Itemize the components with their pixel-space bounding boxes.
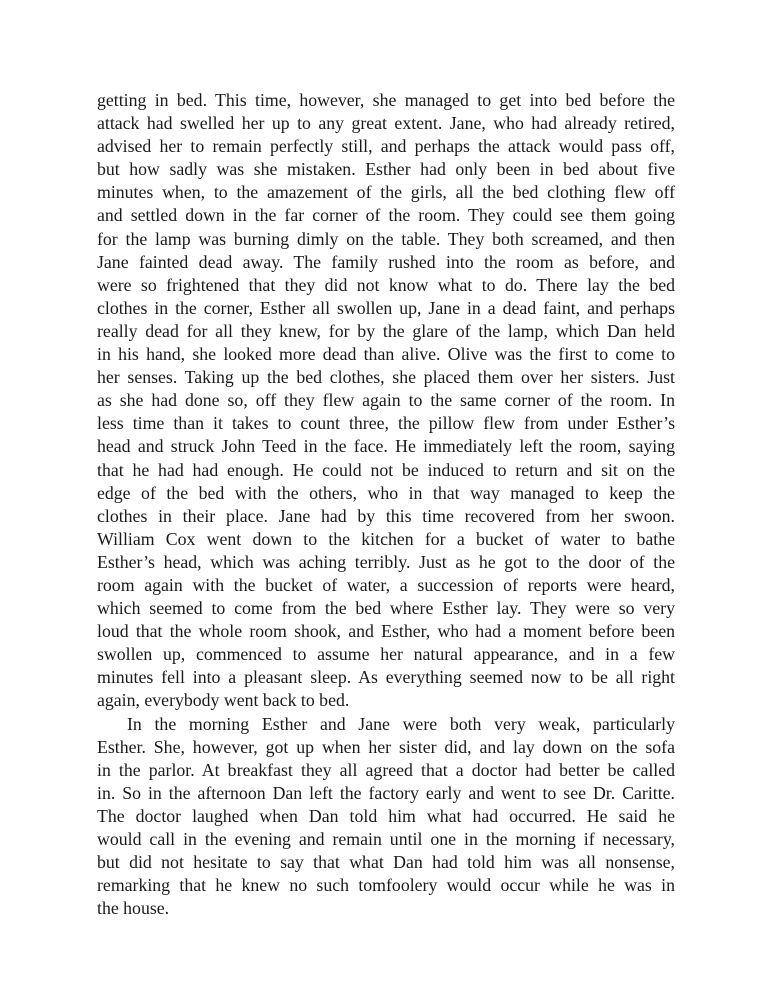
text-line: edge of the bed with the others, who in that way managed to keep the [97, 482, 675, 503]
text-line: head and struck John Teed in the face. He immediately left the room, saying [97, 436, 675, 457]
text-line: were so frightened that they did not know what to do. There lay the bed [97, 274, 675, 295]
text-line: in his hand, she looked more dead than alive. Olive was the first to come to [97, 344, 675, 365]
text-line: the house. [97, 898, 170, 919]
text-line: in. So in the afternoon Dan left the factory early and went to see Dr. Caritte. [97, 782, 675, 803]
text-line: for the lamp was burning dimly on the table. They both screamed, and then [97, 228, 675, 249]
text-line: swollen up, commenced to assume her natural appearance, and in a few [97, 644, 675, 665]
text-line: getting in bed. This time, however, she managed to get into bed before the [97, 90, 675, 110]
text-line: clothes in their place. Jane had by this time recovered from her swoon. [97, 505, 675, 526]
text-line: attack had swelled her up to any great extent. Jane, who had already retired, [97, 113, 675, 134]
text-line: advised her to remain perfectly still, and perhaps the attack would pass off, [97, 136, 675, 157]
paragraph-2 [97, 713, 675, 921]
document-page [97, 89, 675, 920]
text-line: as she had done so, off they flew again to the same corner of the room. In [97, 390, 675, 411]
text-line: but how sadly was she mistaken. Esther had only been in bed about five [97, 159, 675, 180]
text-line: but did not hesitate to say that what Dan had told him was all nonsense, [97, 852, 675, 873]
text-line: would call in the evening and remain until one in the morning if necessary, [97, 829, 675, 849]
text-line: again, everybody went back to bed. [97, 690, 350, 711]
text-line: William Cox went down to the kitchen for a bucket of water to bathe [97, 528, 675, 549]
text-line: Jane fainted dead away. The family rushed into the room as before, and [97, 251, 675, 272]
text-line: that he had had enough. He could not be induced to return and sit on the [97, 459, 675, 480]
text-line: loud that the whole room shook, and Esther, who had a moment before been [97, 621, 675, 642]
text-line: her senses. Taking up the bed clothes, she placed them over her sisters. Just [97, 367, 675, 388]
text-line: really dead for all they knew, for by the glare of the lamp, which Dan held [97, 320, 675, 341]
text-line: minutes when, to the amazement of the girls, all the bed clothing flew off [97, 182, 675, 203]
text-line: Esther’s head, which was aching terribly. Just as he got to the door of the [97, 551, 675, 572]
text-line: remarking that he knew no such tomfoolery would occur while he was in [97, 875, 675, 896]
text-line: The doctor laughed when Dan told him what had occurred. He said he [97, 805, 675, 826]
paragraph-1 [97, 89, 675, 713]
text-line: less time than it takes to count three, the pillow flew from under Esther’s [97, 413, 675, 434]
text-line: clothes in the corner, Esther all swollen up, Jane in a dead faint, and perhaps [97, 297, 675, 318]
text-line: minutes fell into a pleasant sleep. As everything seemed now to be all right [97, 667, 675, 688]
text-line: Esther. She, however, got up when her sister did, and lay down on the sofa [97, 736, 675, 757]
text-line: which seemed to come from the bed where Esther lay. They were so very [97, 598, 675, 619]
text-line: in the parlor. At breakfast they all agreed that a doctor had better be called [97, 759, 675, 780]
text-line: and settled down in the far corner of the room. They could see them going [97, 205, 675, 226]
text-line: room again with the bucket of water, a succession of reports were heard, [97, 574, 675, 595]
text-line: In the morning Esther and Jane were both very weak, particularly [127, 713, 675, 734]
